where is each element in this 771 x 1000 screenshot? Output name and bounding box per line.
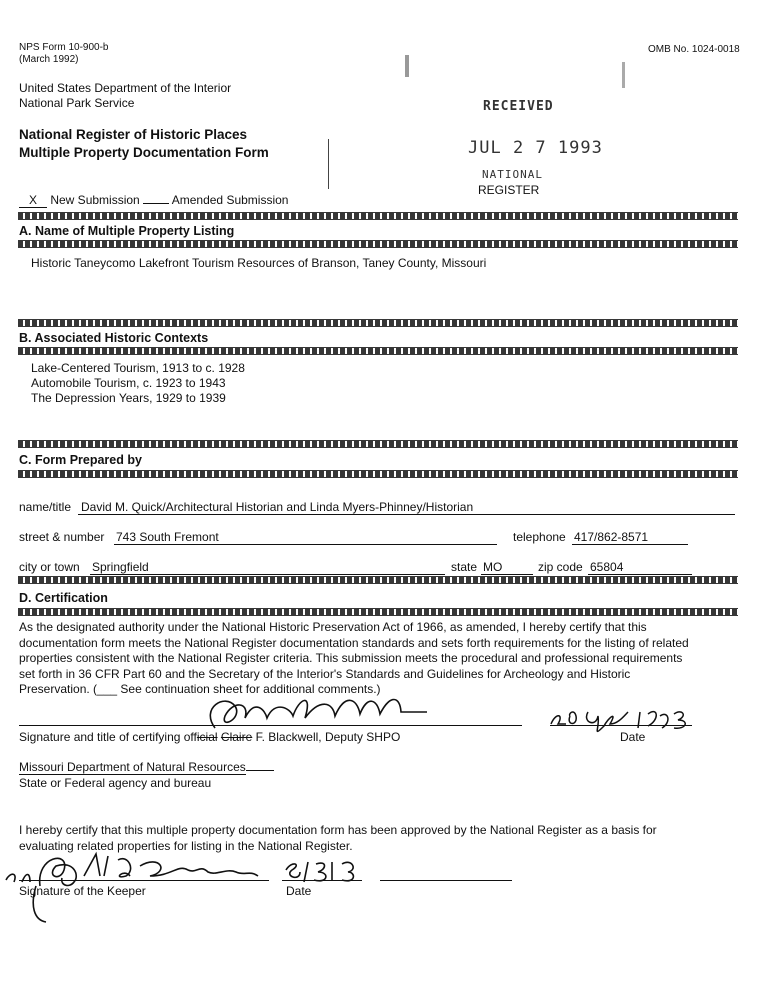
- name-title-label: name/title: [19, 500, 72, 514]
- form-date: (March 1992): [19, 54, 79, 65]
- name-title-value: David M. Quick/Architectural Historian and Linda Myers-Phinney/Historian: [81, 500, 474, 514]
- cert-line: properties consistent with the National Register criteria. This submission meets the procedural and professional requirements: [19, 651, 683, 665]
- header-divider: [328, 139, 329, 189]
- name-title-field: [78, 500, 735, 515]
- agency-field: [19, 760, 274, 774]
- stamp-date: JUL 2 7 1993: [468, 138, 603, 158]
- zip-field: [588, 560, 692, 575]
- street-label: street & number: [19, 530, 105, 544]
- form-title-line2: Multiple Property Documentation Form: [19, 145, 269, 160]
- street-field: [114, 530, 497, 545]
- double-rule: [18, 347, 738, 355]
- omb-number: OMB No. 1024-0018: [648, 44, 740, 55]
- state-label: state: [451, 560, 478, 574]
- telephone-label: telephone: [513, 530, 566, 544]
- agency-line1: United States Department of the Interior: [19, 81, 232, 95]
- keeper-date-handwriting: [282, 856, 362, 886]
- sig-label-struck: Claire: [220, 730, 253, 744]
- city-field: [90, 560, 445, 575]
- sig-label-struck: icial: [196, 730, 218, 744]
- stamp-received: RECEIVED: [483, 99, 554, 114]
- state-value: MO: [483, 560, 503, 574]
- double-rule: [18, 608, 738, 616]
- certifying-signature-label: [19, 730, 400, 744]
- zip-label: zip code: [538, 560, 583, 574]
- city-value: Springfield: [92, 560, 149, 574]
- amended-submission-label: Amended Submission: [171, 193, 289, 207]
- property-listing-name: Historic Taneycomo Lakefront Tourism Resources of Branson, Taney County, Missouri: [31, 256, 487, 270]
- certification-date-label: Date: [620, 730, 646, 744]
- scan-speck: [622, 62, 625, 88]
- double-rule: [18, 240, 738, 248]
- double-rule: [18, 470, 738, 478]
- double-rule: [18, 440, 738, 448]
- sig-label-name: F. Blackwell, Deputy SHPO: [255, 730, 401, 744]
- agency-blank: [246, 770, 274, 771]
- scan-speck: [405, 55, 409, 77]
- agency-line2: National Park Service: [19, 96, 135, 110]
- zip-value: 65804: [590, 560, 624, 574]
- section-c-heading: C. Form Prepared by: [19, 453, 142, 467]
- stamp-national: NATIONAL: [482, 168, 543, 181]
- context-item: The Depression Years, 1929 to 1939: [31, 391, 226, 405]
- stamp-register: REGISTER: [478, 183, 540, 197]
- keeper-signature-label: Signature of the Keeper: [19, 884, 146, 898]
- keeper-extra-line: [380, 879, 512, 881]
- section-a-heading: A. Name of Multiple Property Listing: [19, 224, 235, 238]
- telephone-field: [572, 530, 688, 545]
- new-submission-mark: X: [19, 193, 47, 208]
- city-label: city or town: [19, 560, 80, 574]
- telephone-value: 417/862-8571: [574, 530, 649, 544]
- keeper-date-label: Date: [286, 884, 312, 898]
- form-title-line1: National Register of Historic Places: [19, 127, 248, 142]
- context-item: Lake-Centered Tourism, 1913 to c. 1928: [31, 361, 245, 375]
- double-rule: [18, 576, 738, 584]
- section-d-heading: D. Certification: [19, 591, 108, 605]
- cert-line: documentation form meets the National Register documentation standards and sets forth requirements for the listing of related: [19, 635, 689, 650]
- sig-label-part: Signature and title of certifying off: [19, 730, 197, 744]
- double-rule: [18, 319, 738, 327]
- cert-line: As the designated authority under the National Historic Preservation Act of 1966, as amended, I hereby certify that this: [19, 620, 647, 634]
- agency-value: Missouri Department of Natural Resources: [19, 760, 246, 774]
- certification-paragraph: [19, 620, 689, 698]
- context-item: Automobile Tourism, c. 1923 to 1943: [31, 376, 226, 390]
- form-number: NPS Form 10-900-b: [19, 42, 109, 53]
- state-field: [481, 560, 533, 575]
- agency-label: State or Federal agency and bureau: [19, 776, 212, 790]
- cert-line: Preservation. (___ See continuation sheet for additional comments.): [19, 682, 381, 696]
- street-value: 743 South Fremont: [116, 530, 219, 544]
- cert-line: set forth in 36 CFR Part 60 and the Secretary of the Interior's Standards and Guidelines for Archeology and Historic: [19, 666, 631, 681]
- section-b-heading: B. Associated Historic Contexts: [19, 331, 209, 345]
- submission-line: [19, 193, 288, 208]
- double-rule: [18, 212, 738, 220]
- amended-submission-blank: [143, 203, 169, 204]
- approval-line: evaluating related properties for listing in the National Register.: [19, 839, 353, 853]
- new-submission-label: New Submission: [50, 193, 140, 207]
- approval-line: I hereby certify that this multiple property documentation form has been approved by the National Register as a basis for: [19, 823, 657, 837]
